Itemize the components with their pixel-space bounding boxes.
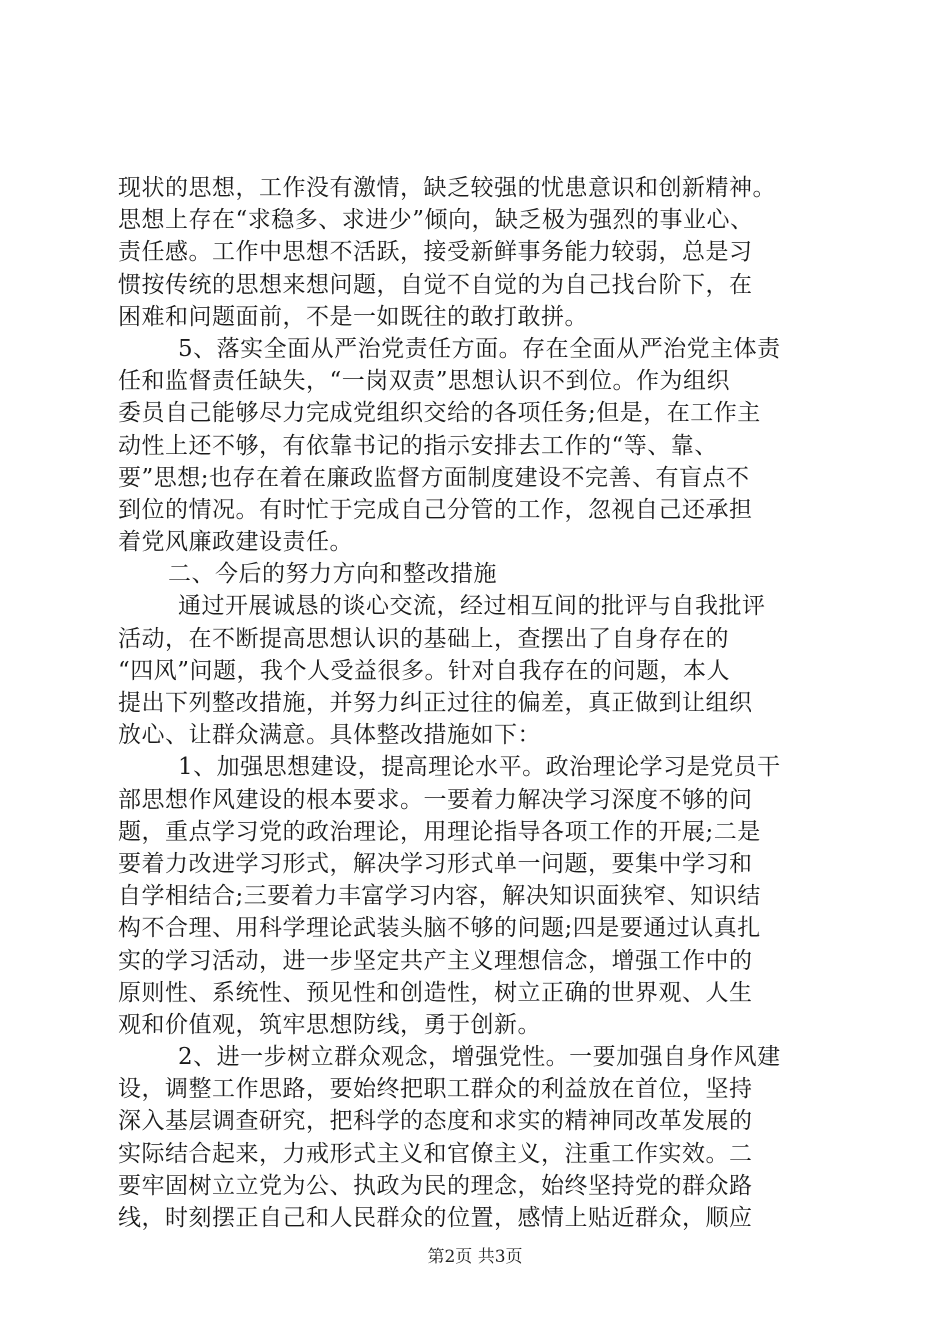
- text-line: 活动，在不断提高思想认识的基础上，查摆出了自身存在的: [118, 625, 729, 652]
- paragraph-start-line: 2、进一步树立群众观念，增强党性。一要加强自身作风建: [178, 1044, 781, 1071]
- text-line: 惯按传统的思想来想问题，自觉不自觉的为自己找台阶下，在: [118, 271, 753, 298]
- paragraph-start-line: 通过开展诚恳的谈心交流，经过相互间的批评与自我批评: [178, 593, 766, 620]
- text-line: 部思想作风建设的根本要求。一要着力解决学习深度不够的问: [118, 786, 753, 813]
- text-line: “四风”问题，我个人受益很多。针对自我存在的问题，本人: [118, 657, 731, 684]
- text-line: 要牢固树立立党为公、执政为民的理念，始终坚持党的群众路: [118, 1172, 753, 1199]
- text-line: 现状的思想，工作没有激情，缺乏较强的忧患意识和创新精神。: [118, 175, 776, 201]
- text-line: 到位的情况。有时忙于完成自己分管的工作，忽视自己还承担: [118, 496, 753, 523]
- text-line: 自学相结合;三要着力丰富学习内容，解决知识面狭窄、知识结: [118, 883, 761, 910]
- text-line: 题，重点学习党的政治理论，用理论指导各项工作的开展;二是: [118, 818, 761, 845]
- paragraph-start-line: 5、落实全面从严治党责任方面。存在全面从严治党主体责: [178, 335, 781, 362]
- text-line: 责任感。工作中思想不活跃，接受新鲜事务能力较弱，总是习: [118, 239, 753, 266]
- page-number-footer: 第2页 共3页: [427, 1247, 523, 1267]
- text-line: 思想上存在“求稳多、求进少”倾向，缺乏极为强烈的事业心、: [118, 207, 754, 234]
- text-line: 要”思想;也存在着在廉政监督方面制度建设不完善、有盲点不: [118, 464, 750, 491]
- text-line: 放心、让群众满意。具体整改措施如下：: [118, 722, 541, 749]
- text-line: 构不合理、用科学理论武装头脑不够的问题;四是要通过认真扎: [118, 915, 761, 942]
- text-line: 原则性、系统性、预见性和创造性，树立正确的世界观、人生: [118, 979, 753, 1006]
- text-line: 任和监督责任缺失，“一岗双责”思想认识不到位。作为组织: [118, 368, 731, 395]
- text-line: 提出下列整改措施，并努力纠正过往的偏差，真正做到让组织: [118, 690, 753, 716]
- text-line: 深入基层调查研究，把科学的态度和求实的精神同改革发展的: [118, 1108, 753, 1135]
- section-heading: 二、今后的努力方向和整改措施: [168, 561, 497, 588]
- text-line: 着党风廉政建设责任。: [118, 529, 353, 556]
- paragraph-start-line: 1、加强思想建设，提高理论水平。政治理论学习是党员干: [178, 754, 781, 781]
- text-line: 实的学习活动，进一步坚定共产主义理想信念，增强工作中的: [118, 947, 753, 974]
- text-line: 实际结合起来，力戒形式主义和官僚主义，注重工作实效。二: [118, 1140, 753, 1167]
- text-line: 线，时刻摆正自己和人民群众的位置，感情上贴近群众，顺应: [118, 1205, 753, 1231]
- text-line: 设，调整工作思路，要始终把职工群众的利益放在首位，坚持: [118, 1076, 753, 1103]
- text-line: 观和价值观，筑牢思想防线，勇于创新。: [118, 1011, 541, 1038]
- text-line: 困难和问题面前，不是一如既往的敢打敢拼。: [118, 303, 588, 330]
- document-body: [118, 172, 834, 1234]
- text-line: 要着力改进学习形式，解决学习形式单一问题，要集中学习和: [118, 850, 753, 877]
- text-line: 动性上还不够，有依靠书记的指示安排去工作的“等、靠、: [118, 432, 718, 459]
- text-line: 委员自己能够尽力完成党组织交给的各项任务;但是，在工作主: [118, 400, 761, 427]
